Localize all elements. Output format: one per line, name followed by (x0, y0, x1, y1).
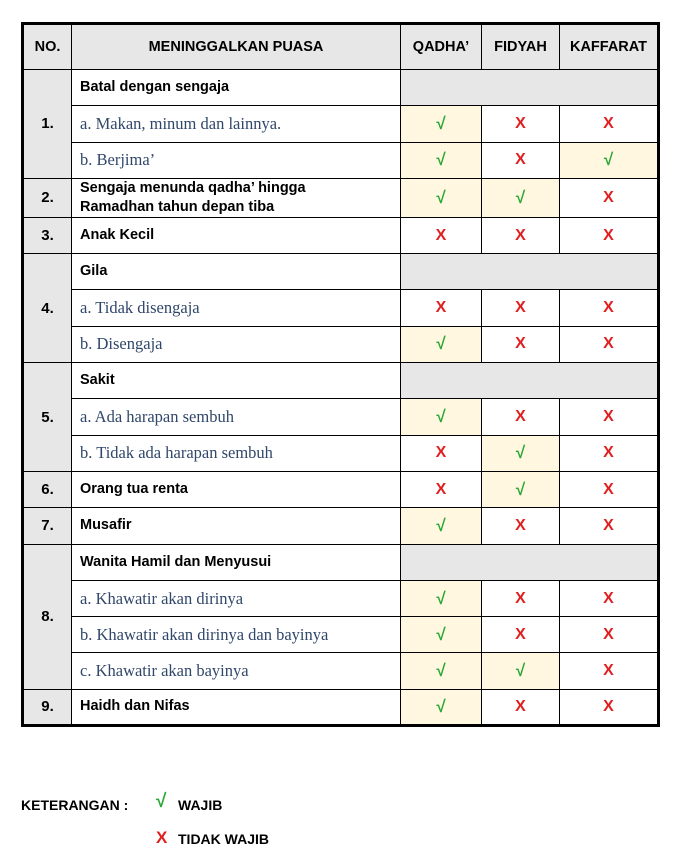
row-label: Sakit (72, 363, 401, 399)
table-row (23, 106, 659, 142)
cross-icon: X (482, 217, 560, 253)
row-number: 6. (23, 471, 72, 507)
table-row (23, 70, 659, 106)
row-label: Batal dengan sengaja (72, 70, 401, 106)
cross-icon: X (482, 106, 560, 142)
table-row (23, 617, 659, 653)
cross-icon: X (560, 689, 659, 725)
check-icon: √ (401, 326, 482, 362)
row-number: 4. (23, 254, 72, 363)
puasa-table (21, 22, 660, 727)
row-label-line: Sengaja menunda qadha’ hingga (80, 179, 306, 196)
row-label-line: Musafir (80, 517, 132, 534)
check-icon: √ (156, 791, 167, 812)
table-row (23, 653, 659, 689)
cross-icon: X (401, 217, 482, 253)
table-row (23, 254, 659, 290)
cross-icon: X (401, 471, 482, 507)
cross-icon: X (482, 580, 560, 616)
blank-cell (401, 544, 659, 580)
cross-icon: X (560, 435, 659, 471)
row-label: b. Tidak ada harapan sembuh (72, 435, 401, 471)
blank-cell (401, 70, 659, 106)
cross-icon: X (401, 290, 482, 326)
cross-icon: X (560, 106, 659, 142)
cross-icon: X (560, 178, 659, 217)
row-label: a. Ada harapan sembuh (72, 399, 401, 435)
row-label-line: Haidh dan Nifas (80, 698, 190, 715)
row-label (72, 508, 401, 544)
cross-icon: X (482, 617, 560, 653)
row-number: 1. (23, 70, 72, 179)
row-label-line: Orang tua renta (80, 481, 188, 498)
row-label: a. Makan, minum dan lainnya. (72, 106, 401, 142)
legend-tidak-wajib: TIDAK WAJIB (178, 831, 269, 847)
row-number: 8. (23, 544, 72, 689)
cross-icon: X (560, 471, 659, 507)
table-row (23, 178, 659, 217)
table-row (23, 290, 659, 326)
blank-cell (401, 254, 659, 290)
row-label (72, 178, 401, 217)
cross-icon: X (156, 828, 168, 847)
header-kaffarat: KAFFARAT (560, 24, 659, 70)
row-label (72, 217, 401, 253)
cross-icon: X (560, 580, 659, 616)
cross-icon: X (482, 508, 560, 544)
table-row (23, 508, 659, 544)
row-label: a. Tidak disengaja (72, 290, 401, 326)
check-icon: √ (401, 617, 482, 653)
row-label: Wanita Hamil dan Menyusui (72, 544, 401, 580)
legend-wajib: WAJIB (178, 797, 223, 813)
row-label (72, 689, 401, 725)
row-number: 9. (23, 689, 72, 725)
table-row (23, 435, 659, 471)
table-row (23, 580, 659, 616)
header-row (23, 24, 659, 70)
row-label: b. Khawatir akan dirinya dan bayinya (72, 617, 401, 653)
check-icon: √ (401, 689, 482, 725)
check-icon: √ (482, 471, 560, 507)
row-label: Gila (72, 254, 401, 290)
row-label-line: Anak Kecil (80, 227, 155, 244)
check-icon: √ (401, 399, 482, 435)
blank-cell (401, 363, 659, 399)
row-label-line: Ramadhan tahun depan tiba (80, 198, 275, 215)
cross-icon: X (560, 617, 659, 653)
row-label (72, 471, 401, 507)
check-icon: √ (401, 653, 482, 689)
check-icon: √ (401, 178, 482, 217)
table-row (23, 217, 659, 253)
cross-icon: X (560, 326, 659, 362)
table-row (23, 142, 659, 178)
row-label: c. Khawatir akan bayinya (72, 653, 401, 689)
cross-icon: X (560, 399, 659, 435)
check-icon: √ (401, 142, 482, 178)
cross-icon: X (401, 435, 482, 471)
row-number: 7. (23, 508, 72, 544)
table-row (23, 326, 659, 362)
table-row (23, 544, 659, 580)
cross-icon: X (482, 689, 560, 725)
row-label: b. Disengaja (72, 326, 401, 362)
check-icon: √ (482, 178, 560, 217)
check-icon: √ (401, 106, 482, 142)
check-icon: √ (401, 508, 482, 544)
table-row (23, 363, 659, 399)
header-qadha: QADHA’ (401, 24, 482, 70)
check-icon: √ (401, 580, 482, 616)
cross-icon: X (560, 508, 659, 544)
cross-icon: X (482, 326, 560, 362)
table-row (23, 689, 659, 725)
table-row (23, 399, 659, 435)
cross-icon: X (482, 290, 560, 326)
row-label: b. Berjima’ (72, 142, 401, 178)
cross-icon: X (560, 217, 659, 253)
table-row (23, 471, 659, 507)
header-fidyah: FIDYAH (482, 24, 560, 70)
cross-icon: X (560, 290, 659, 326)
row-number: 5. (23, 363, 72, 472)
cross-icon: X (560, 653, 659, 689)
check-icon: √ (482, 435, 560, 471)
legend-title: KETERANGAN : (21, 797, 129, 813)
header-no: NO. (23, 24, 72, 70)
cross-icon: X (482, 399, 560, 435)
check-icon: √ (482, 653, 560, 689)
row-number: 3. (23, 217, 72, 253)
cross-icon: X (482, 142, 560, 178)
row-number: 2. (23, 178, 72, 217)
header-meninggalkan-puasa: MENINGGALKAN PUASA (72, 24, 401, 70)
check-icon: √ (560, 142, 659, 178)
row-label: a. Khawatir akan dirinya (72, 580, 401, 616)
